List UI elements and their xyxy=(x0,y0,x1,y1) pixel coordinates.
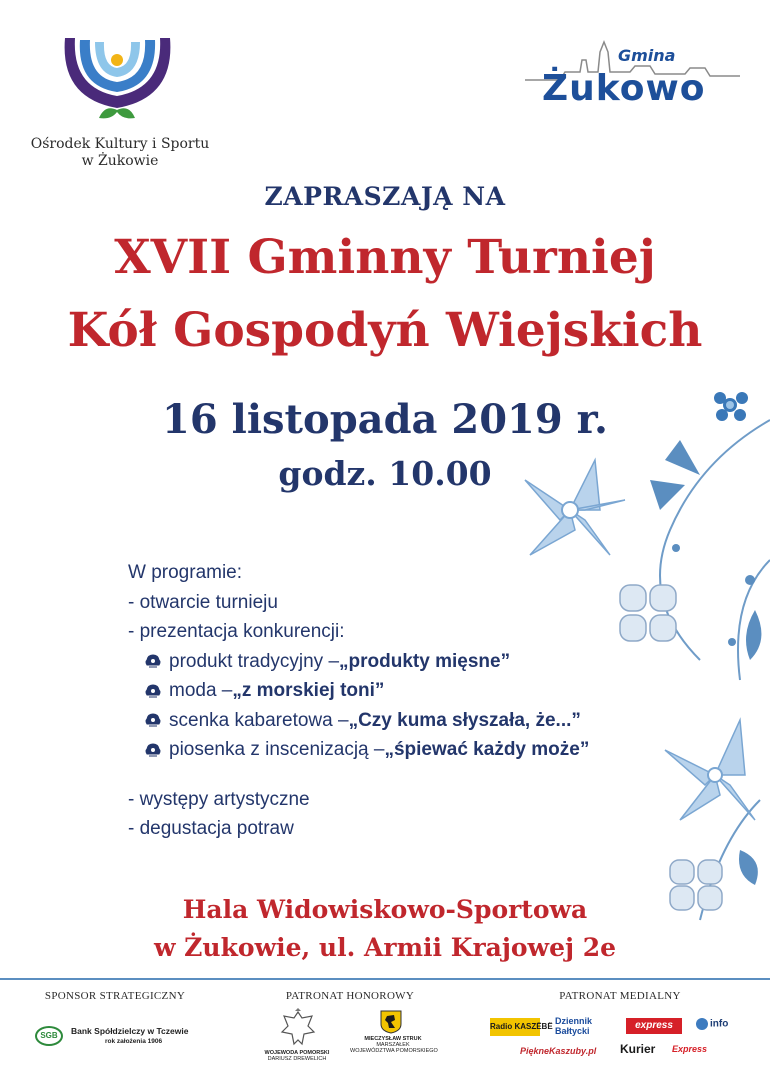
competition-label: scenka kabaretowa – xyxy=(169,709,349,731)
kashubian-ornament-icon xyxy=(144,742,162,758)
competition-label: moda – xyxy=(169,680,233,701)
competition-value: „śpiewać każdy może” xyxy=(384,739,590,760)
marszalek-title: MARSZAŁEK xyxy=(376,1042,410,1048)
organizer-name xyxy=(10,136,230,170)
organizer-name-line1: Ośrodek Kultury i Sportu xyxy=(30,136,210,152)
eagle-emblem-icon xyxy=(280,1008,316,1048)
kashubian-ornament-icon xyxy=(144,683,162,699)
sgb-badge: SGB xyxy=(35,1026,63,1046)
organizer-name-line2: w Żukowie xyxy=(81,153,159,169)
info-label: info xyxy=(710,1018,729,1030)
footer-divider xyxy=(0,978,770,980)
invite-heading: ZAPRASZAJĄ NA xyxy=(264,182,506,211)
media-heading: PATRONAT MEDIALNY xyxy=(559,990,681,1002)
info-logo xyxy=(696,1018,728,1030)
gmina-logo xyxy=(520,38,750,118)
marszalek-region: WOJEWÓDZTWA POMORSKIEGO xyxy=(350,1048,438,1054)
competition-value: „Czy kuma słyszała, że...” xyxy=(348,709,581,731)
piekne-kaszuby-logo: PiękneKaszuby.pl xyxy=(520,1046,597,1056)
list-item xyxy=(128,676,688,706)
griffin-crest-icon xyxy=(380,1010,402,1034)
event-date: 16 listopada 2019 r. xyxy=(162,396,608,443)
kashubian-ornament-icon xyxy=(144,653,162,669)
dziennik-line1: Dziennik xyxy=(555,1016,593,1026)
sgb-year: rok założenia 1906 xyxy=(105,1038,163,1045)
honor-heading: PATRONAT HONOROWY xyxy=(285,990,415,1002)
wojewoda-title: WOJEWODA POMORSKI xyxy=(264,1050,330,1056)
competition-label: piosenka z inscenizacją – xyxy=(169,739,385,760)
express-kaszubski-logo: Express xyxy=(672,1044,708,1054)
dziennik-baltycki-logo xyxy=(555,1016,592,1036)
competition-value: „produkty mięsne” xyxy=(339,650,511,672)
sgb-name: Bank Spółdzielczy w Tczewie xyxy=(71,1026,189,1036)
express-logo: express xyxy=(626,1018,682,1034)
zukowo-label: Żukowo xyxy=(542,68,706,109)
wojewoda-name: DARIUSZ DREWELICH xyxy=(267,1056,327,1062)
program-item-performances: - występy artystyczne xyxy=(128,788,310,810)
kurier-logo: Kurier xyxy=(620,1042,656,1056)
competition-value: „z morskiej toni” xyxy=(232,680,385,701)
ok-logo-icon xyxy=(55,28,180,128)
marszalek-label xyxy=(350,1036,436,1054)
program-item-competitions: - prezentacja konkurencji: xyxy=(128,621,345,642)
event-time: godz. 10.00 xyxy=(278,454,492,493)
kashubian-ornament-icon xyxy=(144,712,162,728)
wojewoda-label xyxy=(262,1050,332,1062)
dziennik-line2: Bałtycki xyxy=(555,1026,590,1036)
list-item xyxy=(128,706,688,736)
program-item-tasting: - degustacja potraw xyxy=(128,818,294,839)
venue-name: Hala Widowiskowo-Sportowa xyxy=(182,895,588,924)
list-item xyxy=(128,735,688,765)
title-line1: XVII Gminny Turniej xyxy=(114,230,656,285)
competition-label: produkt tradycyjny – xyxy=(169,650,340,672)
program-list xyxy=(128,558,688,844)
radio-kaszebe-logo: Radio KASZËBË xyxy=(490,1018,540,1036)
sgb-logo xyxy=(35,1022,205,1052)
title-line2: Kół Gospodyń Wiejskich xyxy=(67,303,703,358)
info-dot-icon xyxy=(696,1018,708,1030)
program-heading: W programie: xyxy=(128,562,243,583)
venue-address: w Żukowie, ul. Armii Krajowej 2e xyxy=(153,933,617,962)
sponsor-heading: SPONSOR STRATEGICZNY xyxy=(44,990,186,1002)
program-item-opening: - otwarcie turnieju xyxy=(128,591,278,613)
marszalek-name: MIECZYSŁAW STRUK xyxy=(364,1036,422,1042)
list-item xyxy=(128,647,688,677)
gmina-label: Gmina xyxy=(618,46,676,65)
